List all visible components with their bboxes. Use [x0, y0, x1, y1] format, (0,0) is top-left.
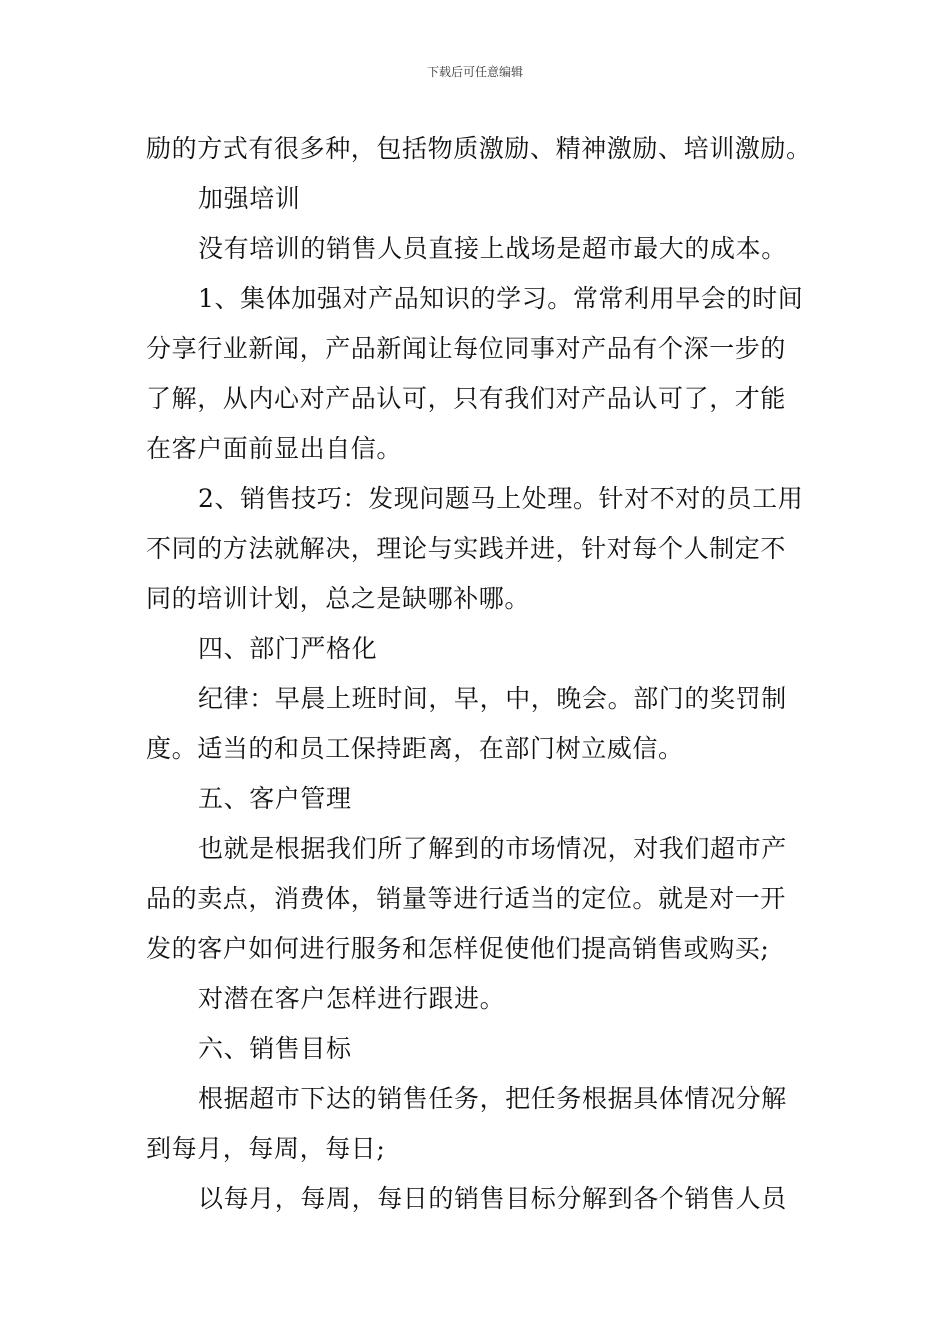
paragraph-line: 品的卖点，消费体，销量等进行适当的定位。就是对一开 — [146, 884, 787, 913]
paragraph-line: 没有培训的销售人员直接上战场是超市最大的成本。 — [198, 234, 787, 263]
paragraph-line: 发的客户如何进行服务和怎样促使他们提高销售或购买; — [146, 934, 770, 963]
section-heading: 五、客户管理 — [198, 784, 352, 813]
document-body — [146, 124, 810, 1224]
paragraph-line: 根据超市下达的销售任务，把任务根据具体情况分解 — [198, 1084, 787, 1113]
paragraph-line: 了解，从内心对产品认可，只有我们对产品认可了，才能 — [146, 384, 787, 413]
paragraph-line: 度。适当的和员工保持距离，在部门树立威信。 — [146, 734, 684, 763]
paragraph-line: 纪律：早晨上班时间，早，中，晚会。部门的奖罚制 — [198, 684, 787, 713]
page-header: 下载后可任意编辑 — [426, 65, 523, 79]
paragraph-line: 也就是根据我们所了解到的市场情况，对我们超市产 — [198, 834, 787, 863]
section-heading: 四、部门严格化 — [198, 634, 378, 663]
paragraph-line: 同的培训计划，总之是缺哪补哪。 — [146, 584, 531, 613]
paragraph-line: 1、集体加强对产品知识的学习。常常利用早会的时间 — [198, 284, 804, 313]
paragraph-line: 分享行业新闻，产品新闻让每位同事对产品有个深一步的 — [146, 334, 787, 363]
paragraph-line: 到每月，每周，每日; — [146, 1134, 386, 1163]
paragraph-line: 励的方式有很多种，包括物质激励、精神激励、培训激励。 — [146, 134, 812, 163]
section-heading: 六、销售目标 — [198, 1034, 352, 1063]
paragraph-line: 对潜在客户怎样进行跟进。 — [198, 984, 506, 1013]
section-heading: 加强培训 — [198, 184, 301, 213]
paragraph-line: 不同的方法就解决，理论与实践并进，针对每个人制定不 — [146, 534, 787, 563]
paragraph-line: 在客户面前显出自信。 — [146, 434, 403, 463]
paragraph-line: 2、销售技巧：发现问题马上处理。针对不对的员工用 — [198, 484, 804, 513]
paragraph-line: 以每月，每周，每日的销售目标分解到各个销售人员 — [198, 1184, 787, 1213]
